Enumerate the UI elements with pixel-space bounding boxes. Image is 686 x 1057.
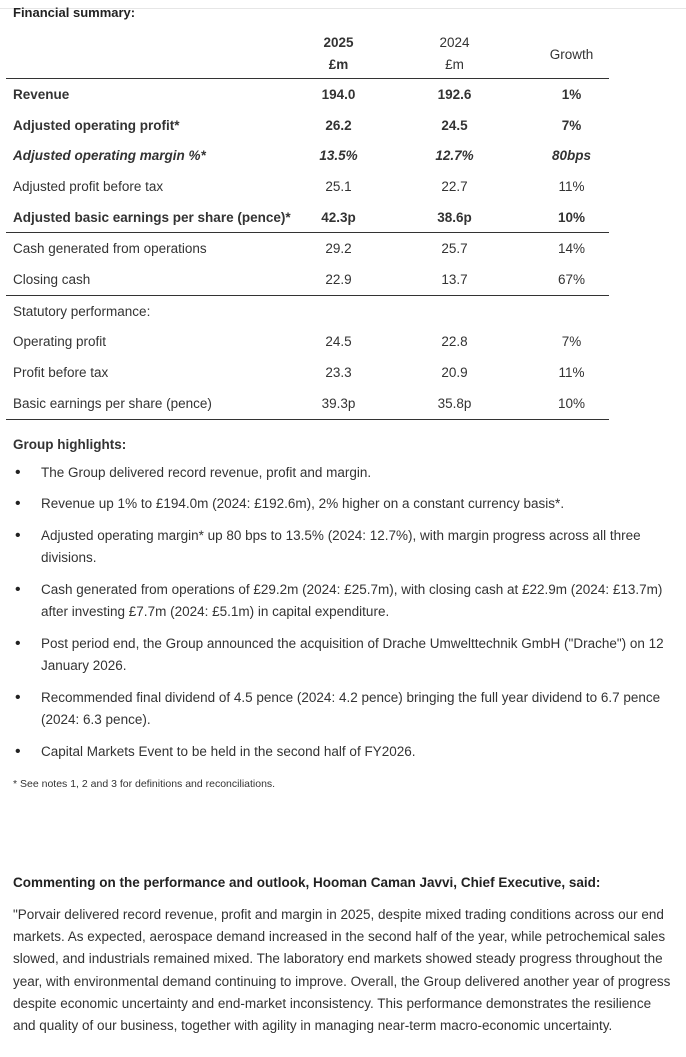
row-prior: 20.9 <box>441 365 468 381</box>
row-current: 194.0 <box>321 86 356 102</box>
row-label: Adjusted profit before tax <box>13 178 164 194</box>
table-row <box>6 140 609 171</box>
row-growth: 10% <box>527 202 609 233</box>
list-item <box>13 462 673 484</box>
row-current: 24.5 <box>325 334 352 350</box>
list-item <box>13 579 673 623</box>
row-prior: 12.7% <box>435 148 474 164</box>
row-current <box>295 295 375 326</box>
table-row <box>6 79 609 110</box>
row-label: Adjusted operating profit* <box>13 117 180 133</box>
highlight-text: Post period end, the Group announced the acquisition of Drache Umwelttechnik GmbH ("Drache") on 12 January 2026. <box>41 636 664 673</box>
row-label: Operating profit <box>13 334 107 350</box>
row-prior <box>375 295 527 326</box>
row-prior: 13.7 <box>375 264 527 295</box>
row-prior: 35.8p <box>375 388 527 419</box>
commentary-title: Commenting on the performance and outlook, Hooman Caman Javvi, Chief Executive, said: <box>13 875 601 890</box>
row-current: 22.9 <box>295 264 375 295</box>
row-growth: 7% <box>561 334 582 350</box>
row-growth <box>527 295 609 326</box>
row-growth: 14% <box>557 241 586 257</box>
highlights-list <box>13 462 673 763</box>
table-row <box>6 264 609 295</box>
list-item <box>13 633 673 677</box>
list-item <box>13 741 673 763</box>
highlight-text: Adjusted operating margin* up 80 bps to 13.5% (2024: 12.7%), with margin progress across all three divisions. <box>41 528 641 565</box>
table-row <box>6 233 609 264</box>
table-row <box>6 171 609 202</box>
header-label-cell <box>6 30 295 79</box>
bullet-icon: • <box>15 527 21 544</box>
row-current: 42.3p <box>295 202 375 233</box>
highlight-text: The Group delivered record revenue, profit and margin. <box>41 465 372 480</box>
highlight-text: Recommended final dividend of 4.5 pence (2024: 4.2 pence) bringing the full year dividend to 6.7 pence (2024: 6.3 pence). <box>41 690 661 727</box>
list-item <box>13 493 673 515</box>
row-growth: 11% <box>558 178 585 194</box>
row-label: Cash generated from operations <box>13 241 207 257</box>
highlight-text: Cash generated from operations of £29.2m (2024: £25.7m), with closing cash at £22.9m (2024: £13.7m) after investing £7.7m (2024: £5.1m) in capital expenditure. <box>41 582 663 619</box>
row-label: Basic earnings per share (pence) <box>6 388 295 419</box>
row-current: 39.3p <box>295 388 375 419</box>
bullet-icon: • <box>15 743 21 760</box>
row-label: Closing cash <box>6 264 295 295</box>
footnote: * See notes 1, 2 and 3 for definitions and reconciliations. <box>13 778 276 790</box>
header-prior-year: 2024 £m <box>375 30 527 79</box>
commentary-quote: "Porvair delivered record revenue, profit and margin in 2025, despite mixed trading conditions across our end markets. As expected, aerospace demand increased in the second half of the year, while petrochemical sales slowed, and industrials remained mixed. The laboratory end markets showed steady progress throughout the year, with environmental demand continuing to improve. Overall, the Group delivered another year of progress despite economic uncertainty and end-market inconsistency. This performance demonstrates the resilience and quality of our business, together with agility in managing near-term macro-economic uncertainty. <box>13 907 671 1034</box>
bullet-icon: • <box>15 635 21 652</box>
header-current-year: 2025 £m <box>295 30 375 79</box>
table-row <box>6 202 609 233</box>
row-growth: 11% <box>558 365 585 381</box>
row-prior: 22.8 <box>441 334 468 350</box>
row-label: Revenue <box>13 86 70 102</box>
header-growth: Growth <box>527 30 609 79</box>
table-row <box>6 357 609 388</box>
row-label: Adjusted operating margin %* <box>13 148 206 164</box>
bullet-icon: • <box>15 581 21 598</box>
section-label-statutory: Statutory performance: <box>13 303 151 319</box>
bullet-icon: • <box>15 495 21 512</box>
row-growth: 80bps <box>551 148 592 164</box>
section-title: Financial summary: <box>13 5 136 20</box>
financial-summary-table <box>6 30 609 420</box>
row-prior: 25.7 <box>441 241 468 257</box>
table-header-row <box>6 30 609 79</box>
bullet-icon: • <box>15 689 21 706</box>
row-label: Adjusted basic earnings per share (pence)* <box>6 202 295 233</box>
list-item <box>13 525 673 569</box>
row-current: 29.2 <box>325 241 352 257</box>
row-prior: 38.6p <box>375 202 527 233</box>
list-item <box>13 687 673 731</box>
row-label: Profit before tax <box>13 365 109 381</box>
row-current: 25.1 <box>325 178 352 194</box>
row-prior: 192.6 <box>437 86 472 102</box>
row-growth: 1% <box>561 86 582 102</box>
highlight-text: Revenue up 1% to £194.0m (2024: £192.6m), 2% higher on a constant currency basis*. <box>41 496 565 511</box>
row-prior: 22.7 <box>441 178 468 194</box>
row-current: 13.5% <box>319 148 358 164</box>
highlight-text: Capital Markets Event to be held in the second half of FY2026. <box>41 744 416 759</box>
row-growth: 67% <box>527 264 609 295</box>
bullet-icon: • <box>15 464 21 481</box>
row-growth: 10% <box>527 388 609 419</box>
row-current: 26.2 <box>325 117 352 133</box>
row-growth: 7% <box>561 117 582 133</box>
table-row <box>6 110 609 141</box>
group-highlights-title: Group highlights: <box>13 437 127 452</box>
row-prior: 24.5 <box>441 117 468 133</box>
table-row <box>6 388 609 419</box>
table-row <box>6 327 609 358</box>
table-section-row <box>6 295 609 326</box>
row-current: 23.3 <box>325 365 352 381</box>
